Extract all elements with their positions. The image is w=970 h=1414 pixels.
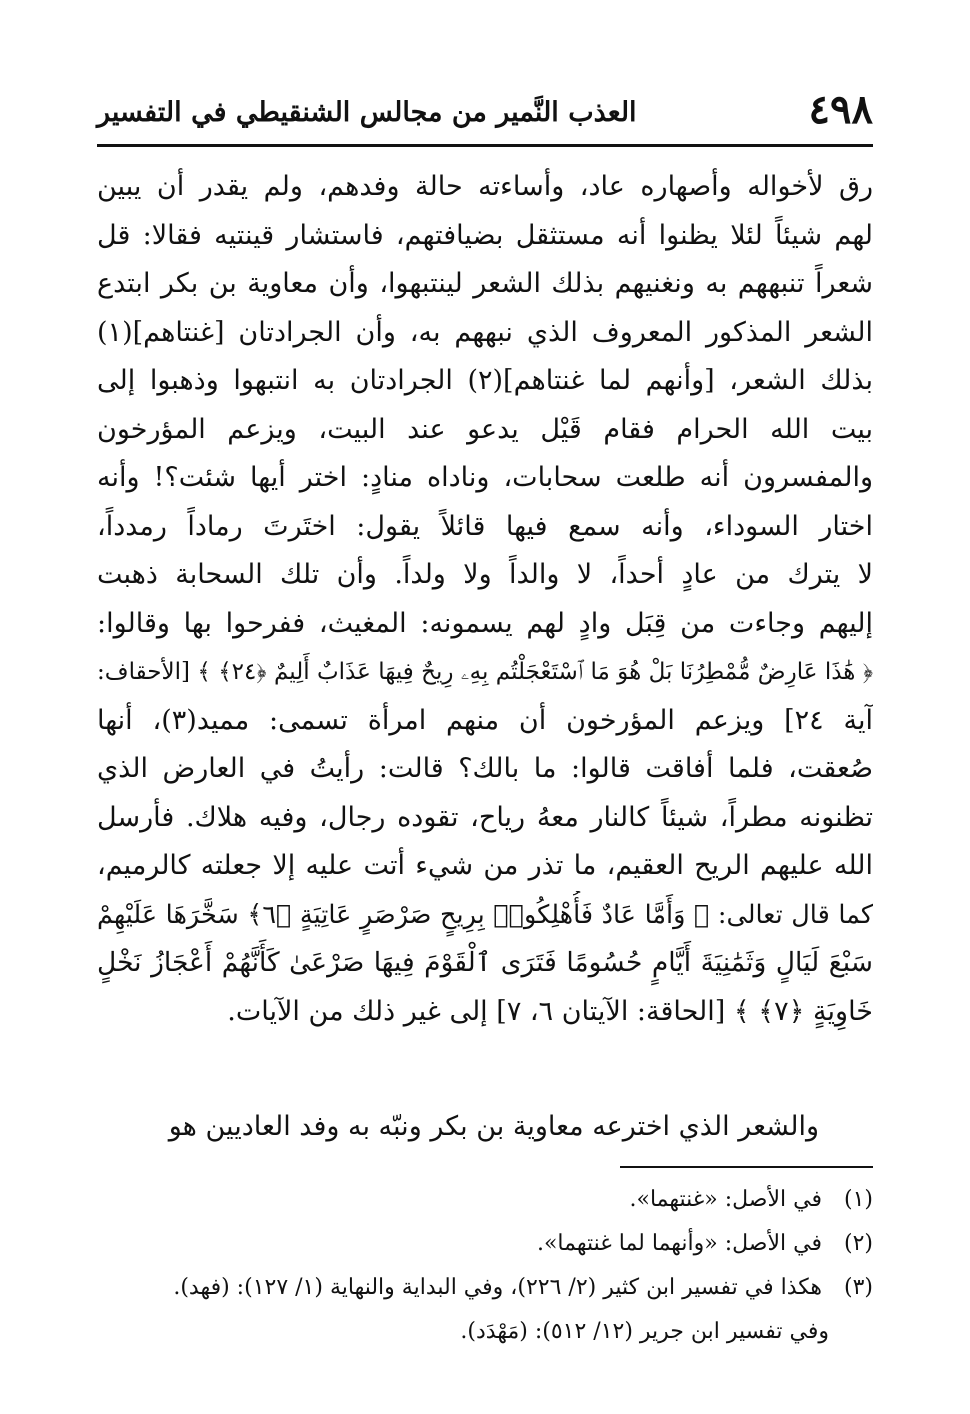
text-line: لا يترك من عادٍ أحداً، لا والداً ولا ولداً. وأن تلك السحابة ذهبت	[97, 559, 873, 590]
text-line: والمفسرون أنه طلعت سحابات، وناداه منادٍ: اختر أيها شئت؟! وأنه	[97, 462, 873, 493]
quran-verse-line: سَبْعَ لَيَالٍ وَثَمَٰنِيَةَ أَيَّامٍ حُسُومًا فَتَرَى ٱلْقَوْمَ فِيهَا صَرْعَىٰ كَأَنَّهُمْ أَعْجَازُ نَخْلٍ	[97, 947, 873, 978]
text-line: آية ٢٤] ويزعم المؤرخون أن منهم امرأة تسمى: مميد(٣)، أنها	[97, 704, 873, 736]
header-rule	[97, 144, 873, 147]
footnote-3	[97, 1266, 873, 1310]
paragraph-2	[97, 1104, 873, 1150]
text-line: إليهم وجاءت من قِبَل وادٍ لهم يسمونه: المغيث، ففرحوا بها وقالوا:	[97, 607, 873, 639]
footnote-text: في الأصل: «وأنهما لما غنتهما».	[536, 1231, 822, 1256]
text-line: بيت الله الحرام فقام قَيْل يدعو عند البيت، ويزعم المؤرخون	[97, 413, 873, 445]
running-title: العذب النَّمير من مجالس الشنقيطي في التفسير	[97, 97, 637, 128]
quran-verse-line: ﴿ هَٰذَا عَارِضٌ مُّمْطِرُنَا بَلْ هُوَ مَا ٱسْتَعْجَلْتُم بِهِۦ رِيحٌ فِيهَا عَذَابٌ أَلِيمٌ ﴿٢٤﴾ ﴾ [الأحقاف:	[97, 659, 873, 685]
page-number: ٤٩٨	[808, 86, 873, 133]
text-line: الشعر المذكور المعروف الذي نبههم به، وأن الجرادتان [غنتاهم](١)	[97, 316, 873, 348]
footnotes	[97, 1178, 873, 1354]
footnote-number: (٣)	[843, 1275, 873, 1300]
page-header	[97, 88, 873, 138]
text-line: بذلك الشعر، [وأنهم لما غنتاهم](٢) الجرادتان به انتبهوا وذهبوا إلى	[97, 365, 873, 396]
quran-verse-line: كما قال تعالى: ﴿ وَأَمَّا عَادٌ فَأُهْلِكُوا۟ بِرِيحٍ صَرْصَرٍ عَاتِيَةٍ ﴿٦﴾ سَخَّرَهَا عَلَيْهِمْ	[97, 899, 873, 930]
footnote-number: (١)	[843, 1187, 873, 1212]
footnote-number: (٢)	[843, 1231, 873, 1256]
text-line: رق لأخواله وأصهاره عاد، وأساءته حالة وفدهم، ولم يقدر أن يبين	[97, 171, 873, 202]
quran-verse-line: خَاوِيَةٍ ﴿٧﴾ ﴾ [الحاقة: الآيتان ٦، ٧] إلى غير ذلك من الآيات.	[227, 995, 873, 1027]
footnote-rule	[620, 1166, 873, 1168]
footnote-text: في الأصل: «غنتهما».	[629, 1187, 822, 1212]
text-line: الله عليهم الريح العقيم، ما تذر من شيء أتت عليه إلا جعلته كالرميم،	[97, 850, 873, 881]
text-line: والشعر الذي اخترعه معاوية بن بكر ونبّه به وفد العاديين هو	[168, 1111, 819, 1142]
text-line: اختار السوداء، وأنه سمع فيها قائلاً يقول: اختَرتَ رماداً رمدداً،	[97, 510, 873, 542]
footnote-text: هكذا في تفسير ابن كثير (٢/ ٢٢٦)، وفي البداية والنهاية (١/ ١٢٧): (فهد).	[173, 1275, 822, 1300]
footnote-1	[97, 1178, 873, 1222]
text-line: تظنونه مطراً، شيئاً كالنار معهُ رياح، تقوده رجال، وفيه هلاك. فأرسل	[97, 801, 873, 833]
text-line: شعراً تنبههم به ونغنيهم بذلك الشعر لينتبهوا، وأن معاوية بن بكر ابتدع	[97, 268, 873, 299]
footnote-2	[97, 1222, 873, 1266]
footnote-text: وفي تفسير ابن جرير (١٢/ ٥١٢): (مَهْدَد).	[460, 1319, 829, 1344]
footnote-3-continued	[97, 1310, 873, 1354]
main-text	[97, 163, 873, 1036]
text-line: صُعقت، فلما أفاقت قالوا: ما بالك؟ قالت: رأيتُ في العارض الذي	[97, 753, 873, 784]
text-line: لهم شيئاً لئلا يظنوا أنه مستثقل بضيافتهم، فاستشار قينتيه فقالا: قل	[97, 219, 873, 251]
